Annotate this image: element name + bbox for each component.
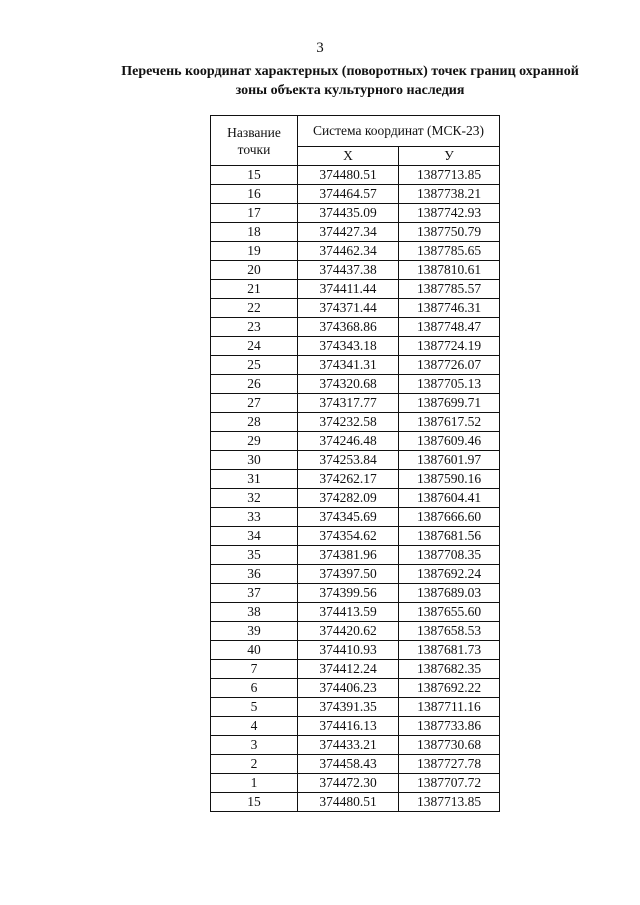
x-coordinate-cell: 374433.21	[298, 736, 399, 755]
x-coordinate-cell: 374397.50	[298, 565, 399, 584]
y-coordinate-cell: 1387692.22	[399, 679, 500, 698]
table-row	[211, 451, 500, 470]
point-name-cell: 31	[211, 470, 298, 489]
table-row	[211, 356, 500, 375]
table-row	[211, 774, 500, 793]
y-coordinate-cell: 1387707.72	[399, 774, 500, 793]
point-name-cell: 7	[211, 660, 298, 679]
table-row	[211, 394, 500, 413]
x-coordinate-cell: 374232.58	[298, 413, 399, 432]
x-coordinate-cell: 374399.56	[298, 584, 399, 603]
table-row	[211, 660, 500, 679]
y-coordinate-cell: 1387713.85	[399, 166, 500, 185]
x-coordinate-cell: 374262.17	[298, 470, 399, 489]
point-name-cell: 40	[211, 641, 298, 660]
point-name-cell: 17	[211, 204, 298, 223]
table-row	[211, 470, 500, 489]
y-coordinate-cell: 1387727.78	[399, 755, 500, 774]
x-coordinate-cell: 374412.24	[298, 660, 399, 679]
x-coordinate-cell: 374458.43	[298, 755, 399, 774]
x-coordinate-cell: 374435.09	[298, 204, 399, 223]
table-row	[211, 565, 500, 584]
y-coordinate-cell: 1387785.65	[399, 242, 500, 261]
y-coordinate-cell: 1387726.07	[399, 356, 500, 375]
y-coordinate-cell: 1387682.35	[399, 660, 500, 679]
x-coordinate-cell: 374320.68	[298, 375, 399, 394]
point-name-cell: 22	[211, 299, 298, 318]
y-coordinate-cell: 1387590.16	[399, 470, 500, 489]
point-name-cell: 34	[211, 527, 298, 546]
y-coordinate-cell: 1387711.16	[399, 698, 500, 717]
point-name-cell: 20	[211, 261, 298, 280]
y-coordinate-cell: 1387810.61	[399, 261, 500, 280]
point-name-cell: 38	[211, 603, 298, 622]
table-row	[211, 242, 500, 261]
x-coordinate-cell: 374410.93	[298, 641, 399, 660]
table-row	[211, 603, 500, 622]
point-name-cell: 30	[211, 451, 298, 470]
point-name-cell: 33	[211, 508, 298, 527]
table-row	[211, 755, 500, 774]
y-coordinate-cell: 1387617.52	[399, 413, 500, 432]
table-row	[211, 261, 500, 280]
table-header-row	[211, 116, 500, 147]
x-coordinate-cell: 374416.13	[298, 717, 399, 736]
table-row	[211, 793, 500, 812]
point-name-cell: 16	[211, 185, 298, 204]
y-coordinate-cell: 1387746.31	[399, 299, 500, 318]
table-row	[211, 527, 500, 546]
document-title	[90, 62, 610, 100]
table-row	[211, 280, 500, 299]
point-name-cell: 28	[211, 413, 298, 432]
y-coordinate-cell: 1387655.60	[399, 603, 500, 622]
y-coordinate-cell: 1387724.19	[399, 337, 500, 356]
table-row	[211, 698, 500, 717]
header-point-name-line-2: точки	[237, 141, 271, 157]
y-coordinate-cell: 1387604.41	[399, 489, 500, 508]
table-row	[211, 223, 500, 242]
point-name-cell: 36	[211, 565, 298, 584]
table-header	[211, 116, 500, 166]
header-coordinate-system: Система координат (МСК-23)	[298, 116, 500, 147]
y-coordinate-cell: 1387699.71	[399, 394, 500, 413]
x-coordinate-cell: 374343.18	[298, 337, 399, 356]
y-coordinate-cell: 1387609.46	[399, 432, 500, 451]
point-name-cell: 37	[211, 584, 298, 603]
x-coordinate-cell: 374406.23	[298, 679, 399, 698]
x-coordinate-cell: 374480.51	[298, 166, 399, 185]
table-row	[211, 375, 500, 394]
x-coordinate-cell: 374391.35	[298, 698, 399, 717]
y-coordinate-cell: 1387666.60	[399, 508, 500, 527]
x-coordinate-cell: 374381.96	[298, 546, 399, 565]
point-name-cell: 15	[211, 793, 298, 812]
y-coordinate-cell: 1387738.21	[399, 185, 500, 204]
point-name-cell: 2	[211, 755, 298, 774]
y-coordinate-cell: 1387733.86	[399, 717, 500, 736]
x-coordinate-cell: 374345.69	[298, 508, 399, 527]
point-name-cell: 21	[211, 280, 298, 299]
header-point-name	[211, 116, 298, 166]
x-coordinate-cell: 374472.30	[298, 774, 399, 793]
table-row	[211, 166, 500, 185]
table-row	[211, 736, 500, 755]
y-coordinate-cell: 1387681.73	[399, 641, 500, 660]
table-body	[211, 166, 500, 812]
point-name-cell: 5	[211, 698, 298, 717]
point-name-cell: 35	[211, 546, 298, 565]
point-name-cell: 4	[211, 717, 298, 736]
x-coordinate-cell: 374282.09	[298, 489, 399, 508]
coordinates-table	[210, 115, 500, 812]
point-name-cell: 6	[211, 679, 298, 698]
table-row	[211, 432, 500, 451]
point-name-cell: 26	[211, 375, 298, 394]
point-name-cell: 15	[211, 166, 298, 185]
y-coordinate-cell: 1387742.93	[399, 204, 500, 223]
page-number: 3	[316, 40, 324, 56]
y-coordinate-cell: 1387708.35	[399, 546, 500, 565]
table-row	[211, 641, 500, 660]
point-name-cell: 19	[211, 242, 298, 261]
x-coordinate-cell: 374437.38	[298, 261, 399, 280]
point-name-cell: 29	[211, 432, 298, 451]
x-coordinate-cell: 374411.44	[298, 280, 399, 299]
point-name-cell: 23	[211, 318, 298, 337]
x-coordinate-cell: 374253.84	[298, 451, 399, 470]
y-coordinate-cell: 1387748.47	[399, 318, 500, 337]
x-coordinate-cell: 374354.62	[298, 527, 399, 546]
table-row	[211, 622, 500, 641]
document-title-line-2: зоны объекта культурного наследия	[235, 83, 465, 98]
x-coordinate-cell: 374420.62	[298, 622, 399, 641]
point-name-cell: 27	[211, 394, 298, 413]
y-coordinate-cell: 1387713.85	[399, 793, 500, 812]
table-row	[211, 299, 500, 318]
table-row	[211, 185, 500, 204]
x-coordinate-cell: 374341.31	[298, 356, 399, 375]
point-name-cell: 25	[211, 356, 298, 375]
point-name-cell: 3	[211, 736, 298, 755]
point-name-cell: 39	[211, 622, 298, 641]
x-coordinate-cell: 374317.77	[298, 394, 399, 413]
y-coordinate-cell: 1387689.03	[399, 584, 500, 603]
y-coordinate-cell: 1387658.53	[399, 622, 500, 641]
table-row	[211, 508, 500, 527]
y-coordinate-cell: 1387750.79	[399, 223, 500, 242]
y-coordinate-cell: 1387730.68	[399, 736, 500, 755]
table-row	[211, 584, 500, 603]
table-row	[211, 546, 500, 565]
x-coordinate-cell: 374427.34	[298, 223, 399, 242]
x-coordinate-cell: 374371.44	[298, 299, 399, 318]
x-coordinate-cell: 374413.59	[298, 603, 399, 622]
y-coordinate-cell: 1387692.24	[399, 565, 500, 584]
point-name-cell: 32	[211, 489, 298, 508]
y-coordinate-cell: 1387681.56	[399, 527, 500, 546]
table-row	[211, 204, 500, 223]
table-row	[211, 337, 500, 356]
document-title-line-1: Перечень координат характерных (поворотных) точек границ охранной	[121, 64, 579, 79]
header-y: У	[399, 147, 500, 166]
y-coordinate-cell: 1387601.97	[399, 451, 500, 470]
point-name-cell: 1	[211, 774, 298, 793]
x-coordinate-cell: 374368.86	[298, 318, 399, 337]
x-coordinate-cell: 374464.57	[298, 185, 399, 204]
x-coordinate-cell: 374480.51	[298, 793, 399, 812]
x-coordinate-cell: 374462.34	[298, 242, 399, 261]
table-row	[211, 318, 500, 337]
point-name-cell: 24	[211, 337, 298, 356]
table-row	[211, 413, 500, 432]
table-row	[211, 489, 500, 508]
header-x: Х	[298, 147, 399, 166]
table-row	[211, 679, 500, 698]
table-row	[211, 717, 500, 736]
y-coordinate-cell: 1387705.13	[399, 375, 500, 394]
header-point-name-line-1: Название	[227, 124, 281, 140]
point-name-cell: 18	[211, 223, 298, 242]
y-coordinate-cell: 1387785.57	[399, 280, 500, 299]
x-coordinate-cell: 374246.48	[298, 432, 399, 451]
